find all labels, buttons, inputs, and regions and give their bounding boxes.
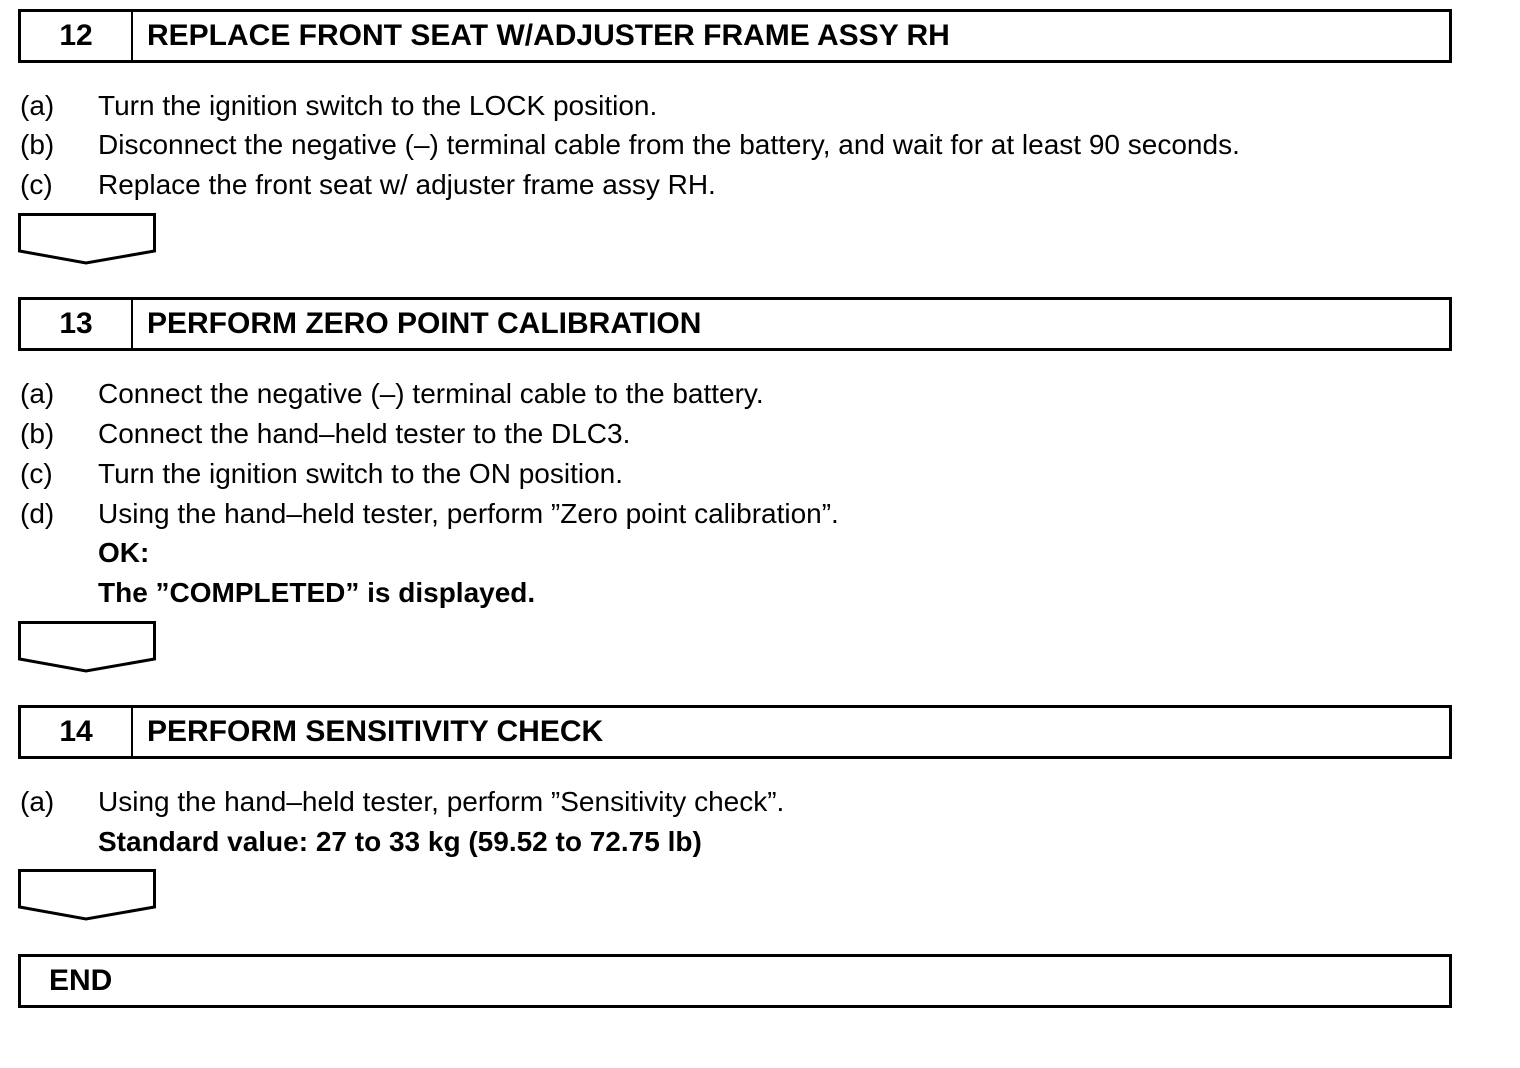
item-label: (d) xyxy=(20,498,55,529)
end-box xyxy=(18,954,1452,1008)
item-label: (b) xyxy=(20,129,55,160)
item-text: Disconnect the negative (–) terminal cable from the battery, and wait for at least 90 seconds. xyxy=(98,129,1240,160)
step-number: 14 xyxy=(21,708,133,756)
step-number: 12 xyxy=(21,12,133,60)
ok-result-text: The ”COMPLETED” is displayed. xyxy=(98,577,536,608)
list-item xyxy=(20,86,657,126)
item-text: Using the hand–held tester, perform ”Sensitivity check”. xyxy=(98,786,785,817)
step-title: PERFORM ZERO POINT CALIBRATION xyxy=(147,307,702,340)
ok-label: OK: xyxy=(98,537,150,568)
list-item xyxy=(20,374,764,414)
list-item xyxy=(20,125,1240,165)
item-text: Connect the negative (–) terminal cable to the battery. xyxy=(98,378,764,409)
item-text: Turn the ignition switch to the LOCK position. xyxy=(98,90,658,121)
item-text: Turn the ignition switch to the ON position. xyxy=(98,458,623,489)
step-13-header xyxy=(18,297,1452,351)
list-item xyxy=(20,414,630,454)
list-item xyxy=(20,454,623,494)
item-text: Connect the hand–held tester to the DLC3. xyxy=(98,418,631,449)
step-title: REPLACE FRONT SEAT W/ADJUSTER FRAME ASSY RH xyxy=(147,19,950,52)
standard-value: Standard value: 27 to 33 kg (59.52 to 72.75 lb) xyxy=(98,826,702,857)
list-item xyxy=(20,494,839,534)
step-title: PERFORM SENSITIVITY CHECK xyxy=(147,715,604,748)
item-label: (a) xyxy=(20,90,55,121)
step-number: 13 xyxy=(21,300,133,348)
item-label: (c) xyxy=(20,169,53,200)
item-text: Using the hand–held tester, perform ”Zero point calibration”. xyxy=(98,498,839,529)
flow-arrow-icon xyxy=(18,621,156,673)
flow-arrow-icon xyxy=(18,869,156,921)
item-text: Replace the front seat w/ adjuster frame assy RH. xyxy=(98,169,716,200)
list-item xyxy=(20,782,784,822)
item-label: (c) xyxy=(20,458,53,489)
item-label: (b) xyxy=(20,418,55,449)
step-14-header xyxy=(18,705,1452,759)
item-label: (a) xyxy=(20,786,55,817)
list-item xyxy=(20,165,716,205)
item-label: (a) xyxy=(20,378,55,409)
flow-arrow-icon xyxy=(18,213,156,265)
step-12-header xyxy=(18,9,1452,63)
end-title: END xyxy=(49,964,113,997)
